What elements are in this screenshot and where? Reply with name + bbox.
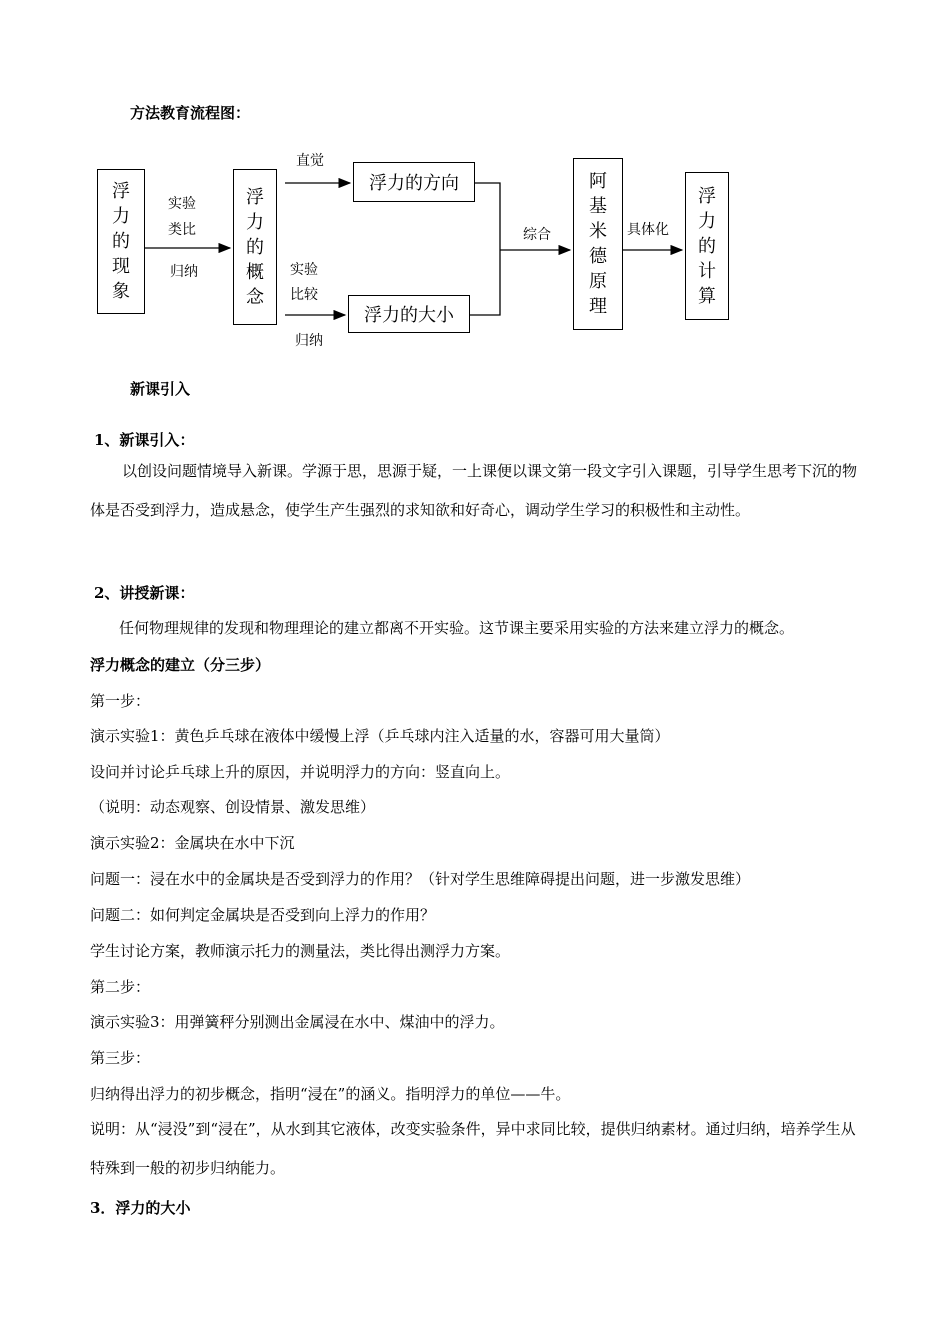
box-archimedes-principle	[573, 158, 623, 330]
note-2: 说明：从“浸没”到“浸在”，从水到其它液体，改变实验条件，异中求同比较，提供归纳素材。通过归纳，培养学生从特殊到一般的初步归纳能力。	[90, 1120, 856, 1177]
method-flowchart	[90, 145, 790, 360]
char: 力	[112, 206, 130, 227]
label-compare: 比较	[290, 287, 318, 303]
label-synthesis: 综合	[523, 227, 551, 243]
char: 的	[112, 231, 130, 252]
label-experiment: 实验	[168, 196, 196, 212]
char: 概	[246, 261, 264, 283]
step-1: 第一步：	[90, 692, 151, 710]
char: 力	[246, 211, 264, 233]
section-1-heading: 1、新课引入：	[94, 431, 195, 449]
section-2-body: 任何物理规律的发现和物理理论的建立都离不开实验。这节课主要采用实验的方法来建立浮力的概念。	[119, 619, 795, 637]
demo-2: 演示实验2：金属块在水中下沉	[90, 834, 295, 852]
question-1: 问题一：浸在水中的金属块是否受到浮力的作用？（针对学生思维障碍提出问题，进一步激发思维）	[90, 870, 751, 888]
char: 原	[589, 271, 607, 292]
concept-heading: 浮力概念的建立（分三步）	[90, 656, 271, 674]
char: 象	[112, 281, 130, 302]
section-2-heading: 2、讲授新课：	[94, 584, 195, 602]
char: 算	[698, 285, 716, 307]
label-induction-1: 归纳	[170, 264, 198, 280]
char: 阿	[589, 171, 607, 192]
char: 念	[246, 286, 264, 308]
box-buoyancy-concept	[233, 169, 277, 325]
char: 浮	[112, 181, 130, 202]
section-3-heading: 3．浮力的大小	[90, 1199, 191, 1217]
char: 浮	[246, 186, 264, 208]
char: 浮	[698, 185, 716, 207]
merge-line	[470, 183, 500, 315]
note-1: （说明：动态观察、创设情景、激发思维）	[90, 798, 376, 816]
discuss-1: 设问并讨论乒乓球上升的原因，并说明浮力的方向：竖直向上。	[90, 763, 511, 781]
char: 米	[589, 221, 607, 242]
label-experiment-2: 实验	[290, 262, 318, 278]
char: 计	[698, 260, 716, 282]
box-buoyancy-direction: 浮力的方向	[353, 162, 475, 202]
box-buoyancy-magnitude: 浮力的大小	[348, 295, 470, 333]
label-concretize: 具体化	[627, 222, 669, 238]
char: 基	[589, 196, 607, 217]
char: 的	[246, 236, 264, 258]
char: 理	[589, 296, 607, 317]
step-3: 第三步：	[90, 1049, 151, 1067]
intro-heading: 新课引入	[130, 380, 191, 398]
char: 德	[589, 246, 607, 267]
box-buoyancy-calculation	[685, 172, 729, 320]
step-2: 第二步：	[90, 978, 151, 996]
flowchart-title: 方法教育流程图：	[130, 104, 251, 122]
discuss-2: 学生讨论方案，教师演示托力的测量法，类比得出测浮力方案。	[90, 942, 511, 960]
induce: 归纳得出浮力的初步概念，指明“浸在”的涵义。指明浮力的单位——牛。	[90, 1085, 571, 1103]
demo-3: 演示实验3：用弹簧秤分别测出金属浸在水中、煤油中的浮力。	[90, 1013, 505, 1031]
question-2: 问题二：如何判定金属块是否受到向上浮力的作用？	[90, 906, 436, 924]
char: 力	[698, 210, 716, 232]
section-1-body: 以创设问题情境导入新课。学源于思，思源于疑，一上课便以课文第一段文字引入课题，引导学生思考下沉的物体是否受到浮力，造成悬念，使学生产生强烈的求知欲和好奇心，调动学生学习的积极性和主动性。	[90, 462, 858, 519]
demo-1: 演示实验1：黄色乒乓球在液体中缓慢上浮（乒乓球内注入适量的水，容器可用大量筒）	[90, 727, 670, 745]
char: 现	[112, 256, 130, 277]
label-induction-2: 归纳	[295, 333, 323, 349]
label-intuition: 直觉	[296, 153, 324, 169]
label-analogy: 类比	[168, 222, 196, 238]
box-buoyancy-phenomenon	[97, 169, 145, 314]
char: 的	[698, 235, 716, 257]
